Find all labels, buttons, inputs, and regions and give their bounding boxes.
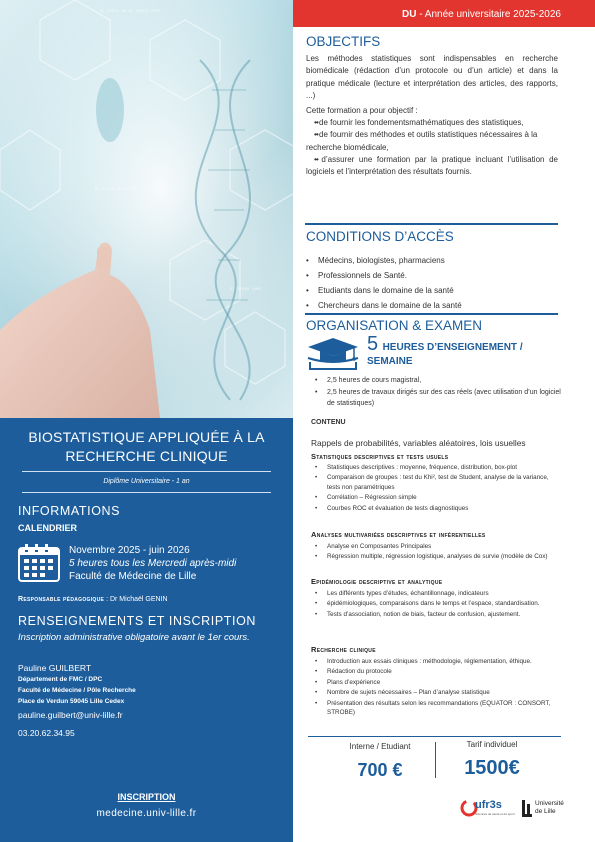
organisation-heading: ORGANISATION & EXAMEN [306,318,483,333]
divider [305,313,558,315]
dates: Novembre 2025 - juin 2026 [69,545,190,556]
svg-text:ST DYDVA LONE: ST DYDVA LONE [230,288,262,292]
list-item: • Introduction aux essais cliniques : méthodologie, réglementation, éthique. [313,657,561,666]
contact-line: Place de Verdun 59045 Lille Cedex [18,698,125,705]
graduation-cap-icon [304,336,362,372]
list-item: • Chercheurs dans le domaine de la santé [304,298,558,313]
section-list [313,657,561,718]
section-heading: Recherche clinique [311,645,376,654]
registration-note: Inscription administrative obligatoire avant le 1er cours. [18,632,250,643]
list-item: • Tests d’association, notion de biais, facteur de confusion, ajustement. [313,610,561,619]
calendar-icon [18,542,60,582]
hours-block [367,333,557,368]
section-heading: Analyses multivariées descriptives et inférentielles [311,530,486,539]
intern-price: 700 € [357,760,403,780]
list-item: • Professionnels de Santé. [304,268,558,283]
contact-line: Faculté de Médecine / Pôle Recherche [18,687,136,694]
location: Faculté de Médecine de Lille [69,571,197,582]
content-label: CONTENU [311,419,346,426]
list-item: • Comparaison de groupes : test du Khi², test de Student, analyse de la variance, tests non paramétriques [313,473,561,492]
informations-heading: INFORMATIONS [18,504,121,518]
price-divider [435,742,436,778]
inscription-link[interactable]: medecine.univ-lille.fr [96,808,197,819]
ufr3s-logo-subtext: Sciences de santé et du sport [475,812,515,816]
intern-price-label: Interne / Etudiant [349,742,411,751]
list-item: • Analyse en Composantes Principales [313,542,561,551]
list-item: • Corrélation – Régression simple [313,493,561,502]
program-title: BIOSTATISTIQUE APPLIQUÉE À LA RECHERCHE CLINIQUE [28,429,265,464]
hero-illustration [0,0,293,418]
content-intro: Rappels de probabilités, variables aléatoires, lois usuelles [311,438,526,448]
divider [22,492,271,493]
list-item: • Statistiques descriptives : moyenne, fréquence, distribution, box-plot [313,463,561,472]
contact-email[interactable]: pauline.guilbert@univ-lille.fr [18,710,123,720]
list-item: • Courbes ROC et évaluation de tests diagnostiques [313,504,561,513]
contact-phone[interactable]: 03.20.62.34.95 [18,728,75,738]
list-item: • Les différents types d’études, échantillonnage, indicateurs [313,589,561,598]
access-heading: CONDITIONS D’ACCÈS [306,229,454,244]
program-subtitle: Diplôme Universitaire - 1 an [103,478,190,485]
objectives-lead: Cette formation a pour objectif : [306,106,418,115]
responsible-name: : Dr Michaël GENIN [104,596,168,603]
list-item: • • d’assurer une formation par la pratique incluant l’utilisation de logiciels et l’interprétation des résultats fournis. [306,154,558,179]
section-list [313,542,561,563]
academic-year: - Année universitaire 2025-2026 [416,9,561,20]
objectives-list [306,117,558,178]
section-heading: Statistiques descriptives et tests usuels [311,452,449,461]
hours-number: 5 [367,333,379,355]
list-item: • Rédaction du protocole [313,667,561,676]
contact-line: Département de FMC / DPC [18,676,103,683]
individual-price: 1500€ [464,757,520,779]
info-panel [0,418,293,842]
divider [305,223,558,225]
access-list [304,253,558,313]
section-heading: Epidémiologie descriptive et analytique [311,577,443,586]
hours-text: HEURES D’ENSEIGNEMENT / SEMAINE [367,342,523,367]
university-name: Université de Lille [535,800,564,815]
list-item: • Nombre de sujets nécessaires – Plan d’analyse statistique [313,688,561,697]
registration-heading: RENSEIGNEMENTS ET INSCRIPTION [18,614,257,628]
contact-name: Pauline GUILBERT [18,663,92,673]
inscription-label: INSCRIPTION [117,792,176,802]
pricing-rule [308,736,561,737]
university-logo [521,798,571,820]
schedule: 5 heures tous les Mercredi après-midi [69,558,237,569]
calendar-heading: CALENDRIER [18,523,78,533]
section-list [313,589,561,620]
list-item: • Médecins, biologistes, pharmaciens [304,253,558,268]
list-item: • Régression multiple, régression logistique, analyses de survie (modèle de Cox) [313,552,561,561]
svg-text:ST DYDVA %A ML ENDOR COOR: ST DYDVA %A ML ENDOR COOR [100,10,161,14]
list-item: • • de fournir les fondementsmathématiques des statistiques, [306,117,558,129]
list-item: • 2,5 heures de cours magistral, [313,375,561,387]
section-list [313,463,561,514]
list-item: • • de fournir des méthodes et outils statistiques nécessaires à la recherche biomédicale, [306,129,558,154]
list-item: • épidémiologiques, comparaisons dans le temps et l’espace, standardisation. [313,599,561,608]
ufr3s-logo [459,797,514,819]
list-item: • Plans d’expérience [313,678,561,687]
objectives-heading: OBJECTIFS [306,34,381,49]
university-mark [521,800,533,818]
individual-price-label: Tarif individuel [466,740,518,749]
ufr3s-logo-text: ufr3s [475,799,502,811]
hero-image [0,0,293,418]
top-banner [293,0,595,27]
list-item: • Etudiants dans le domaine de la santé [304,283,558,298]
organisation-list [313,375,561,410]
list-item: • Présentation des résultats selon les recommandations (EQUATOR : CONSORT, STROBE) [313,699,561,718]
divider [22,471,271,472]
du-label: DU [402,9,417,20]
responsible-label: Responsable pédagogique [18,596,105,603]
list-item: • 2,5 heures de travaux dirigés sur des cas réels (avec utilisation d’un logiciel de statistiques) [313,387,561,410]
objectives-intro: Les méthodes statistiques sont indispensables en recherche biomédicale (rédaction d’un protocole ou d’un article) et dans la pratique médicale (lecture et interprétation des articles, des rapports, ...) [306,54,558,100]
svg-text:NF-D EXE 0% 5T 1%: NF-D EXE 0% 5T 1% [95,188,136,192]
